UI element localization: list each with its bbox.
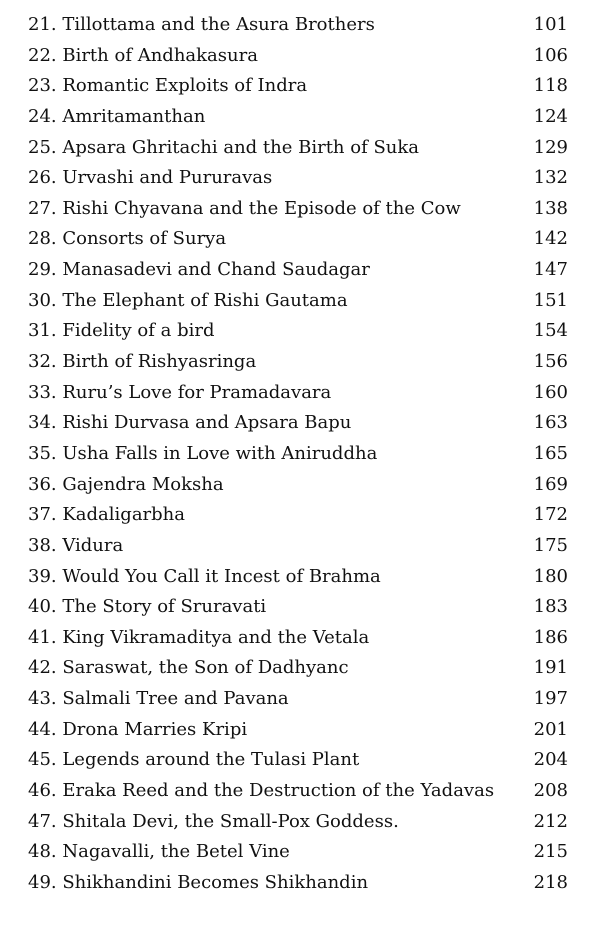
toc-entry-page: 106	[533, 44, 568, 66]
toc-entry-page: 204	[533, 749, 568, 771]
toc-entry-page: 129	[533, 136, 568, 158]
toc-entry-title: 31. Fidelity of a bird	[28, 320, 215, 342]
toc-entry-page: 186	[533, 626, 568, 648]
toc-entry-page: 215	[533, 841, 568, 863]
toc-entry	[28, 378, 568, 409]
toc-entry	[28, 255, 568, 286]
toc-entry-title: 39. Would You Call it Incest of Brahma	[28, 565, 381, 587]
table-of-contents	[28, 10, 568, 899]
toc-entry	[28, 408, 568, 439]
toc-entry	[28, 102, 568, 133]
toc-entry-title: 36. Gajendra Moksha	[28, 473, 224, 495]
toc-entry-title: 35. Usha Falls in Love with Aniruddha	[28, 442, 378, 464]
toc-entry-page: 208	[533, 780, 568, 802]
toc-entry	[28, 71, 568, 102]
toc-entry	[28, 807, 568, 838]
toc-entry-page: 212	[533, 810, 568, 832]
toc-entry	[28, 10, 568, 41]
toc-entry-page: 160	[533, 381, 568, 403]
toc-entry	[28, 194, 568, 225]
toc-entry	[28, 776, 568, 807]
toc-entry-title: 26. Urvashi and Pururavas	[28, 167, 273, 189]
toc-entry	[28, 347, 568, 378]
toc-entry	[28, 715, 568, 746]
toc-entry-title: 25. Apsara Ghritachi and the Birth of Suka	[28, 136, 420, 158]
toc-entry-title: 43. Salmali Tree and Pavana	[28, 688, 289, 710]
toc-entry	[28, 653, 568, 684]
toc-entry-title: 47. Shitala Devi, the Small-Pox Goddess.	[28, 810, 399, 832]
toc-entry-page: 151	[533, 289, 568, 311]
toc-entry-page: 138	[533, 197, 568, 219]
toc-entry-page: 163	[533, 412, 568, 434]
toc-entry-title: 28. Consorts of Surya	[28, 228, 227, 250]
toc-entry-page: 180	[533, 565, 568, 587]
toc-entry-title: 38. Vidura	[28, 534, 124, 556]
toc-entry-page: 218	[533, 871, 568, 893]
toc-entry-title: 32. Birth of Rishyasringa	[28, 351, 257, 373]
toc-entry	[28, 316, 568, 347]
toc-entry-page: 147	[533, 259, 568, 281]
toc-entry-title: 21. Tillottama and the Asura Brothers	[28, 14, 375, 35]
toc-entry-page: 132	[533, 167, 568, 189]
toc-entry-title: 22. Birth of Andhakasura	[28, 44, 258, 66]
toc-entry-title: 24. Amritamanthan	[28, 105, 206, 127]
toc-entry-title: 30. The Elephant of Rishi Gautama	[28, 289, 348, 311]
toc-entry	[28, 868, 568, 899]
toc-entry-page: 175	[533, 534, 568, 556]
toc-entry-page: 172	[533, 504, 568, 526]
toc-entry	[28, 531, 568, 562]
toc-entry	[28, 163, 568, 194]
toc-entry	[28, 41, 568, 72]
toc-entry-page: 142	[533, 228, 568, 250]
toc-entry-page: 156	[533, 351, 568, 373]
toc-entry-page: 118	[533, 75, 568, 97]
toc-entry-title: 49. Shikhandini Becomes Shikhandin	[28, 871, 369, 893]
toc-entry-page: 191	[533, 657, 568, 679]
toc-entry	[28, 684, 568, 715]
toc-entry	[28, 470, 568, 501]
toc-entry-page: 183	[533, 596, 568, 618]
toc-entry-page: 165	[533, 442, 568, 464]
toc-entry-title: 23. Romantic Exploits of Indra	[28, 75, 308, 97]
toc-entry	[28, 592, 568, 623]
toc-entry-page: 197	[533, 688, 568, 710]
toc-entry-title: 37. Kadaligarbha	[28, 504, 185, 526]
toc-entry-title: 41. King Vikramaditya and the Vetala	[28, 626, 370, 648]
toc-entry-title: 34. Rishi Durvasa and Apsara Bapu	[28, 412, 352, 434]
toc-entry	[28, 286, 568, 317]
toc-entry-title: 45. Legends around the Tulasi Plant	[28, 749, 360, 771]
toc-entry	[28, 623, 568, 654]
toc-entry-title: 33. Ruru’s Love for Pramadavara	[28, 381, 332, 403]
toc-entry-title: 48. Nagavalli, the Betel Vine	[28, 841, 290, 863]
toc-entry-title: 27. Rishi Chyavana and the Episode of the Cow	[28, 197, 461, 219]
toc-entry	[28, 439, 568, 470]
toc-entry-title: 42. Saraswat, the Son of Dadhyanc	[28, 657, 349, 679]
toc-entry	[28, 745, 568, 776]
toc-entry-page: 201	[533, 718, 568, 740]
toc-entry-page: 124	[533, 105, 568, 127]
toc-entry-page: 169	[533, 473, 568, 495]
toc-entry	[28, 133, 568, 164]
toc-entry	[28, 500, 568, 531]
toc-entry-page: 101	[533, 14, 568, 35]
toc-entry-title: 44. Drona Marries Kripi	[28, 718, 248, 740]
toc-entry	[28, 562, 568, 593]
toc-entry-title: 46. Eraka Reed and the Destruction of the Yadavas	[28, 780, 495, 802]
toc-entry	[28, 224, 568, 255]
toc-entry-title: 29. Manasadevi and Chand Saudagar	[28, 259, 370, 281]
toc-entry	[28, 837, 568, 868]
toc-entry-title: 40. The Story of Sruravati	[28, 596, 267, 618]
toc-entry-page: 154	[533, 320, 568, 342]
